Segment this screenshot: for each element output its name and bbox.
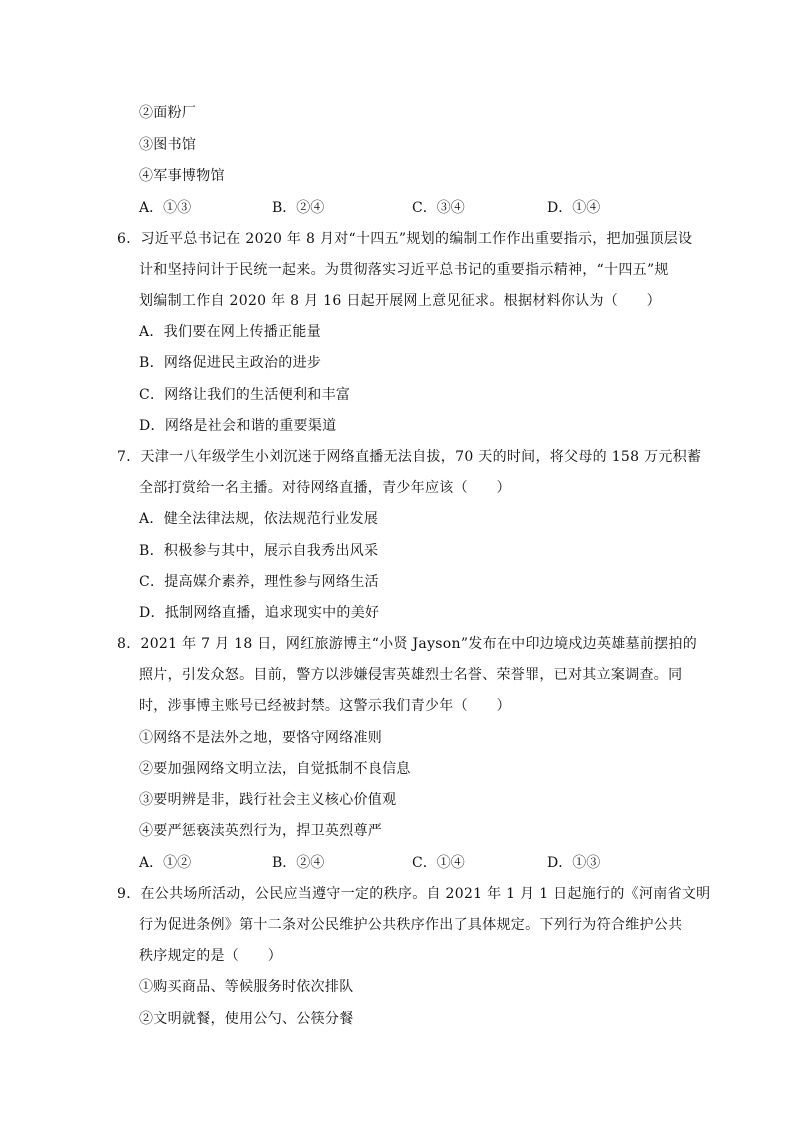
- option-d: D．抵制网络直播，追求现实中的美好: [139, 605, 380, 621]
- question-7-stem: 7．天津一八年级学生小刘沉迷于网络直播无法自拔，70 天的时间，将父母的 158 万元积蓄: [117, 449, 702, 465]
- option-c: C．③④: [412, 200, 465, 216]
- option-b: B．积极参与其中，展示自我秀出风采: [139, 543, 379, 559]
- choice-item: ②要加强网络文明立法，自觉抵制不良信息: [139, 761, 411, 777]
- answer-options-q5: [139, 197, 659, 217]
- question-8-stem: 8．2021 年 7 月 18 日，网红旅游博主“小贤 Jayson”发布在中印边境戍边英雄墓前摆拍的: [117, 636, 698, 652]
- answer-options-q8: [139, 852, 659, 872]
- choice-item: ①网络不是法外之地，要恪守网络准则: [139, 730, 383, 746]
- question-9-stem: 行为促进条例》第十二条对公民维护公共秩序作出了具体规定。下列行为符合维护公共: [139, 917, 683, 933]
- option-c: C．①④: [412, 855, 465, 871]
- option-c: C．网络让我们的生活便利和丰富: [139, 387, 351, 403]
- option-b: B．②④: [272, 200, 325, 216]
- choice-item: ③图书馆: [139, 137, 197, 153]
- choice-item: ②面粉厂: [139, 105, 197, 121]
- option-a: A．我们要在网上传播正能量: [139, 324, 322, 340]
- question-6-stem: 划编制工作自 2020 年 8 月 16 日起开展网上意见征求。根据材料你认为（ ）: [139, 293, 661, 309]
- option-c: C．提高媒介素养，理性参与网络生活: [139, 574, 379, 590]
- question-8-stem: 照片，引发众怒。目前，警方以涉嫌侵害英雄烈士名誉、荣誉罪，已对其立案调查。同: [139, 667, 683, 683]
- option-d: D．网络是社会和谐的重要渠道: [139, 418, 337, 434]
- question-6-stem: 计和坚持问计于民统一起来。为贯彻落实习近平总书记的重要指示精神，“十四五”规: [139, 262, 669, 278]
- choice-item: ①购买商品、等候服务时依次排队: [139, 979, 354, 995]
- choice-item: ④军事博物馆: [139, 168, 225, 184]
- option-d: D．①④: [547, 200, 601, 216]
- question-9-stem: 秩序规定的是（ ）: [139, 948, 282, 964]
- choice-item: ②文明就餐，使用公勺、公筷分餐: [139, 1011, 354, 1027]
- question-8-stem: 时，涉事博主账号已经被封禁。这警示我们青少年（ ）: [139, 698, 511, 714]
- option-d: D．①③: [547, 855, 601, 871]
- question-9-stem: 9．在公共场所活动，公民应当遵守一定的秩序。自 2021 年 1 月 1 日起施行的《河南省文明: [117, 886, 711, 902]
- choice-item: ③要明辨是非，践行社会主义核心价值观: [139, 792, 397, 808]
- option-a: A．健全法律法规，依法规范行业发展: [139, 511, 379, 527]
- question-6-stem: 6．习近平总书记在 2020 年 8 月对“十四五”规划的编制工作作出重要指示，把加强顶层设: [117, 231, 693, 247]
- choice-item: ④要严惩亵渎英烈行为，捍卫英烈尊严: [139, 823, 383, 839]
- question-7-stem: 全部打赏给一名主播。对待网络直播，青少年应该（ ）: [139, 480, 511, 496]
- option-a: A．①②: [139, 855, 192, 871]
- option-b: B．网络促进民主政治的进步: [139, 355, 322, 371]
- option-b: B．②④: [272, 855, 325, 871]
- option-a: A．①③: [139, 200, 192, 216]
